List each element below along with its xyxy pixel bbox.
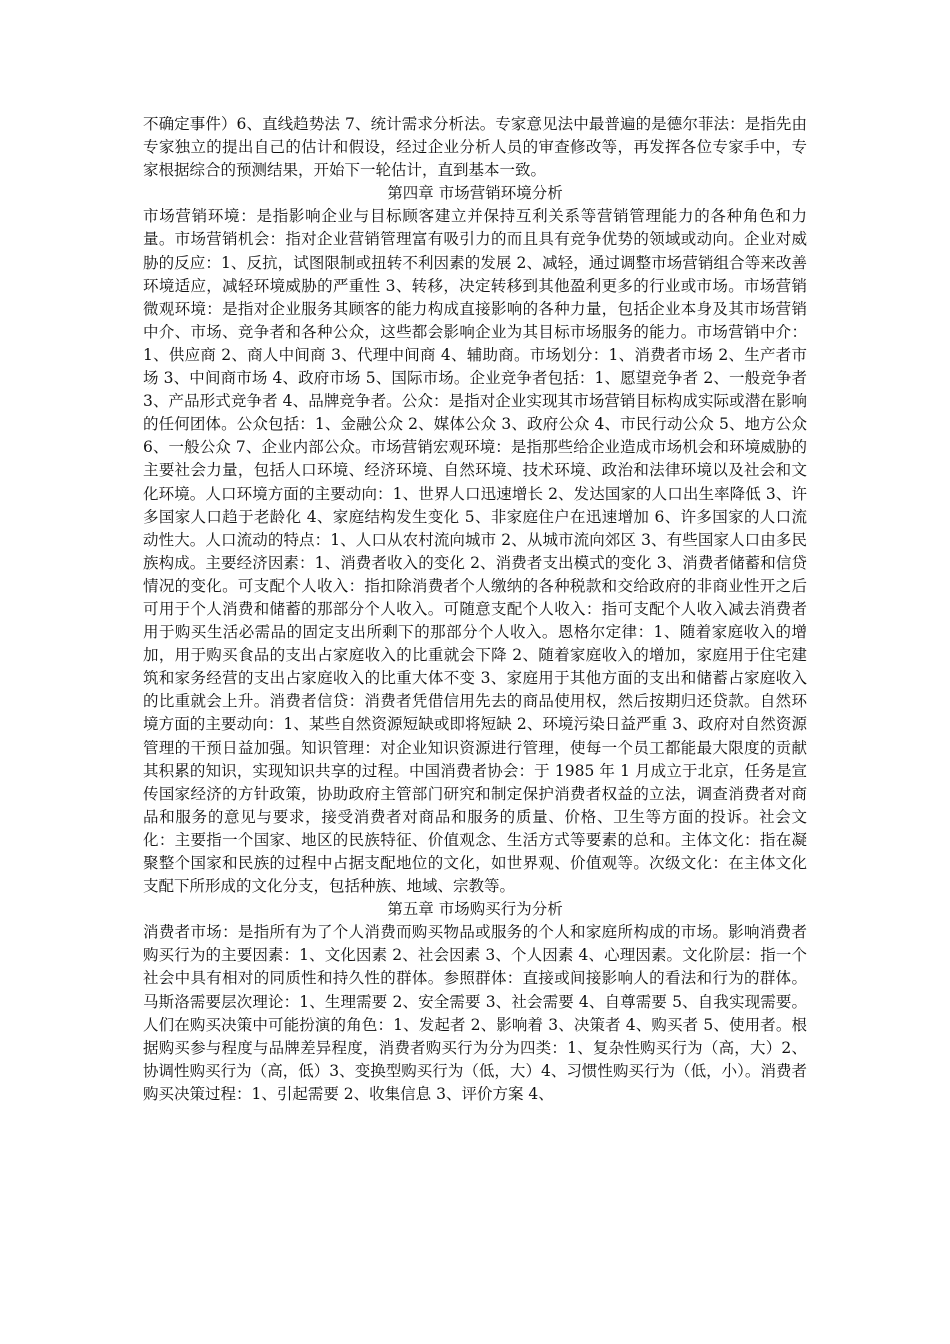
chapter-5-title: 第五章 市场购买行为分析 [387,900,563,919]
chapter-5-body: 消费者市场：是指所有为了个人消费而购买物品或服务的个人和家庭所构成的市场。影响消费者购买行为的主要因素：1、文化因素 2、社会因素 3、个人因素 4、心理因素。文化阶层：指一个社会中具有相对的同质性和持久性的群体。参照群体：直接或间接影响人的看法和行为的群体。马斯洛需要层次理论：1、生理需要 2、安全需要 3、社会需要 4、自尊需要 5、自我实现需要。人们在购买决策中可能扮演的角色：1、发起者 2、影响着 3、决策者 4、购买者 5、使用者。根据购买参与程度与品牌差异程度，消费者购买行为分为四类：1、复杂性购买行为（高，大）2、协调性购买行为（高，低）3、变换型购买行为（低，大）4、习惯性购买行为（低，小）。消费者购买决策过程：1、引起需要 2、收集信息 3、评价方案 4、 [143,923,807,1103]
document-page [143,113,807,1106]
chapter-4-title: 第四章 市场营销环境分析 [387,184,563,203]
chapter-4-body: 市场营销环境：是指影响企业与目标顾客建立并保持互利关系等营销管理能力的各种角色和力量。市场营销机会：指对企业营销管理富有吸引力的而且具有竞争优势的领域或动向。企业对威胁的反应：1、反抗，试图限制或扭转不利因素的发展 2、减轻，通过调整市场营销组合等来改善环境适应，减轻环境威胁的严重性 3、转移，决定转移到其他盈利更多的行业或市场。市场营销微观环境：是指对企业服务其顾客的能力构成直接影响的各种力量，包括企业本身及其市场营销中介、市场、竞争者和各种公众，这些都会影响企业为其目标市场服务的能力。市场营销中介：1、供应商 2、商人中间商 3、代理中间商 4、辅助商。市场划分：1、消费者市场 2、生产者市场 3、中间商市场 4、政府市场 5、国际市场。企业竞争者包括：1、愿望竞争者 2、一般竞争者 3、产品形式竞争者 4、品牌竞争者。公众：是指对企业实现其市场营销目标构成实际或潜在影响的任何团体。公众包括：1、金融公众 2、媒体公众 3、政府公众 4、市民行动公众 5、地方公众 6、一般公众 7、企业内部公众。市场营销宏观环境：是指那些给企业造成市场机会和环境威胁的主要社会力量，包括人口环境、经济环境、自然环境、技术环境、政治和法律环境以及社会和文化环境。人口环境方面的主要动向：1、世界人口迅速增长 2、发达国家的人口出生率降低 3、许多国家人口趋于老龄化 4、家庭结构发生变化 5、非家庭住户在迅速增加 6、许多国家的人口流动性大。人口流动的特点：1、人口从农村流向城市 2、从城市流向郊区 3、有些国家人口由多民族构成。主要经济因素：1、消费者收入的变化 2、消费者支出模式的变化 3、消费者储蓄和信贷情况的变化。可支配个人收入：指扣除消费者个人缴纳的各种税款和交给政府的非商业性开之后可用于个人消费和储蓄的那部分个人收入。可随意支配个人收入：指可支配个人收入减去消费者用于购买生活必需品的固定支出所剩下的那部分个人收入。恩格尔定律：1、随着家庭收入的增加，用于购买食品的支出占家庭收入的比重就会下降 2、随着家庭收入的增加，家庭用于住宅建筑和家务经营的支出占家庭收入的比重大体不变 3、家庭用于其他方面的支出和储蓄占家庭收入的比重就会上升。消费者信贷：消费者凭借信用先去的商品使用权，然后按期归还贷款。自然环境方面的主要动向：1、某些自然资源短缺或即将短缺 2、环境污染日益严重 3、政府对自然资源管理的干预日益加强。知识管理：对企业知识资源进行管理，使每一个员工都能最大限度的贡献其积累的知识，实现知识共享的过程。中国消费者协会：于 1985 年 1 月成立于北京，任务是宣传国家经济的方针政策，协助政府主管部门研究和制定保护消费者权益的立法，调查消费者对商品和服务的意见与要求，接受消费者对商品和服务的质量、价格、卫生等方面的投诉。社会文化：主要指一个国家、地区的民族特征、价值观念、生活方式等要素的总和。主体文化：指在凝聚整个国家和民族的过程中占据支配地位的文化，如世界观、价值观等。次级文化：在主体文化支配下所形成的文化分支，包括种族、地域、宗教等。 [143,207,807,896]
intro-paragraph: 不确定事件）6、直线趋势法 7、统计需求分析法。专家意见法中最普遍的是德尔菲法：是指先由专家独立的提出自己的估计和假设，经过企业分析人员的审查修改等，再发挥各位专家手中，专家根据综合的预测结果，开始下一轮估计，直到基本一致。 [143,115,807,180]
